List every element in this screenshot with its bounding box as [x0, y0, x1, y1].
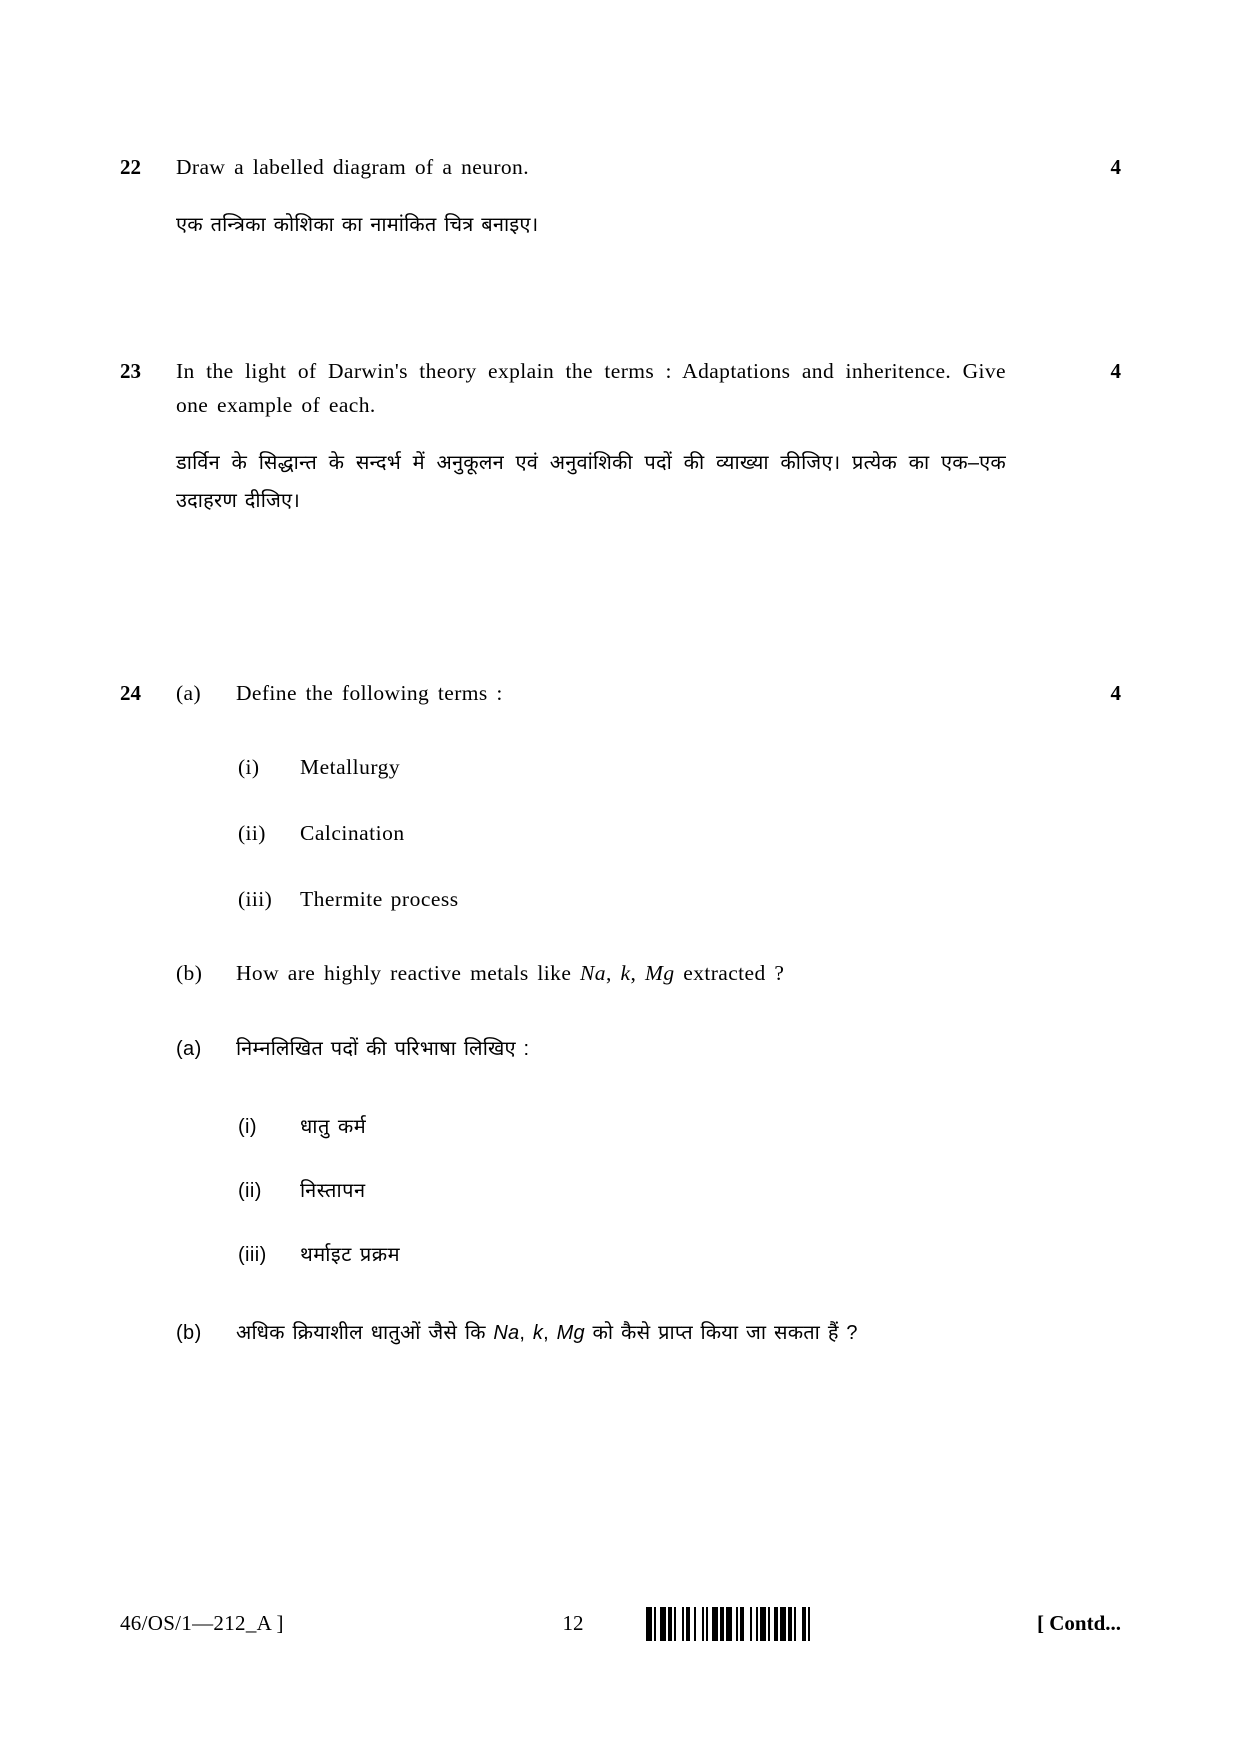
item-label: (ii) — [238, 821, 266, 845]
question-22-hindi-text: एक तन्त्रिका कोशिका का नामांकित चित्र बनाइए। — [176, 214, 539, 236]
part-text: अधिक क्रियाशील धातुओं जैसे कि Na, k, Mg को कैसे प्राप्त किया जा सकता हैं ? — [236, 1322, 858, 1344]
list-item — [238, 1236, 1006, 1274]
barcode — [646, 1607, 814, 1641]
page-number: 12 — [562, 1611, 584, 1635]
item-label: (i) — [238, 1116, 257, 1138]
question-22-marks: 4 — [1110, 155, 1121, 179]
question-24-part-a-en — [176, 676, 1006, 710]
question-24-marks: 4 — [1110, 681, 1121, 705]
question-23-hindi-text: डार्विन के सिद्धान्त के सन्दर्भ में अनुकूलन एवं अनुवांशिकी पदों की व्याख्या कीजिए। प्रत्येक का एक–एक उदाहरण दीजिए। — [176, 452, 1006, 512]
list-item — [238, 1172, 1006, 1210]
item-text: Metallurgy — [300, 755, 401, 779]
footer-contd-label: [ Contd... — [1036, 1611, 1121, 1635]
question-22-number: 22 — [120, 155, 141, 179]
question-24-part-b-hi — [176, 1314, 1006, 1352]
question-24-part-a-hi — [176, 1030, 1006, 1068]
part-text: How are highly reactive metals like Na, k, Mg extracted ? — [236, 961, 785, 985]
question-23-marks: 4 — [1110, 359, 1121, 383]
footer-paper-code: 46/OS/1—212_A ] — [120, 1611, 284, 1635]
part-text: निम्नलिखित पदों की परिभाषा लिखिए : — [236, 1038, 530, 1060]
part-label: (b) — [176, 1322, 202, 1344]
list-item — [238, 1108, 1006, 1146]
item-label: (iii) — [238, 887, 273, 911]
question-23 — [120, 354, 1121, 520]
part-label: (a) — [176, 681, 202, 705]
question-24-number: 24 — [120, 681, 141, 705]
part-text: Define the following terms : — [236, 681, 503, 705]
item-text: थर्माइट प्रक्रम — [300, 1244, 401, 1266]
question-23-number: 23 — [120, 359, 141, 383]
item-text: धातु कर्म — [300, 1116, 367, 1138]
list-item — [238, 882, 1006, 916]
part-label: (b) — [176, 961, 203, 985]
list-item — [238, 750, 1006, 784]
question-23-english-text: In the light of Darwin's theory explain the terms : Adaptations and inheritence. Give one example of each. — [176, 359, 1006, 417]
question-24-part-b-en — [176, 956, 1006, 990]
list-item — [238, 816, 1006, 850]
page-footer — [120, 1611, 1121, 1636]
item-text: Calcination — [300, 821, 405, 845]
item-label: (ii) — [238, 1180, 262, 1202]
question-24 — [120, 676, 1121, 1352]
part-label: (a) — [176, 1038, 202, 1060]
item-text: निस्तापन — [300, 1180, 366, 1202]
item-text: Thermite process — [300, 887, 459, 911]
question-22 — [120, 150, 1121, 244]
item-label: (iii) — [238, 1244, 267, 1266]
question-22-english-text: Draw a labelled diagram of a neuron. — [176, 155, 529, 179]
item-label: (i) — [238, 755, 260, 779]
